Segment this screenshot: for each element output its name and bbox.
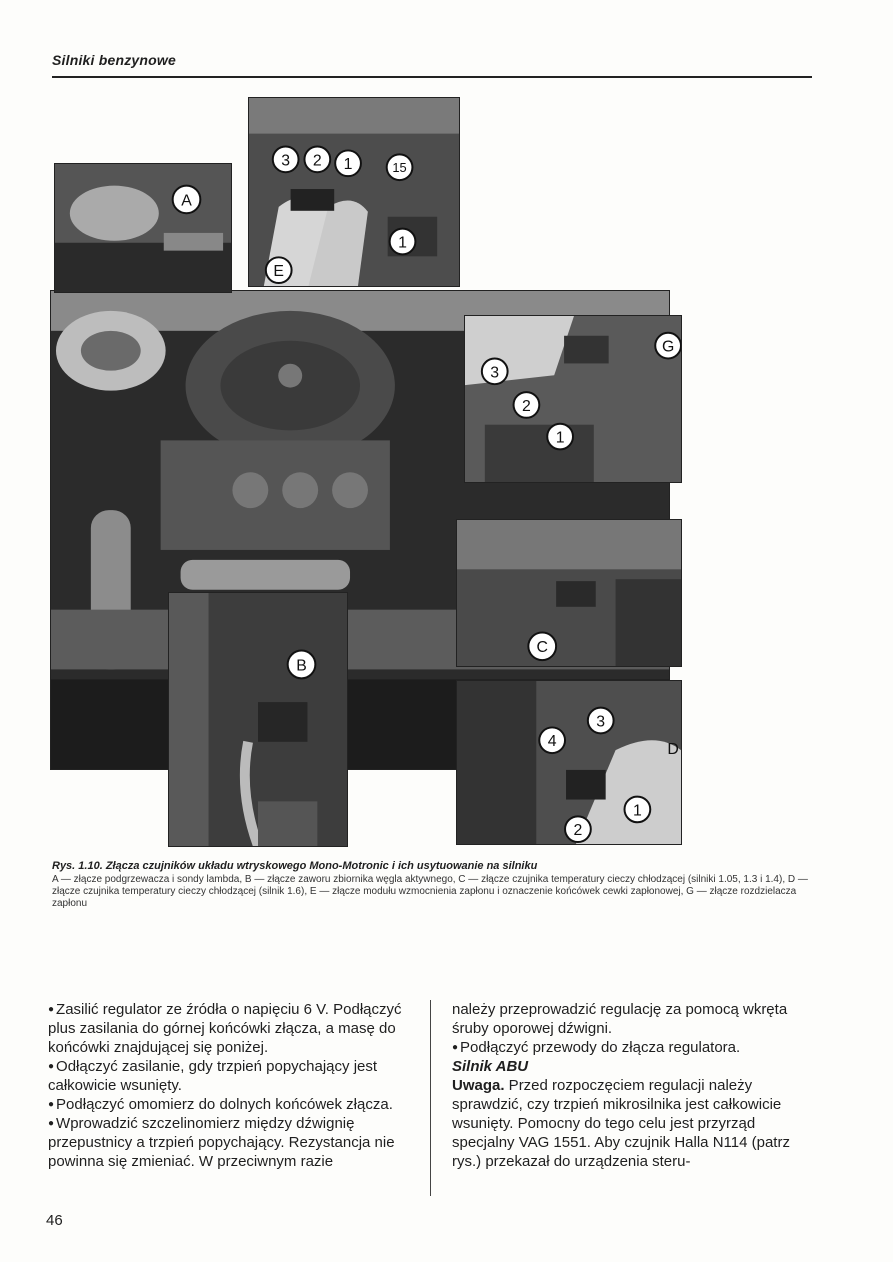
header-rule — [52, 76, 812, 78]
note-label: Uwaga. — [452, 1077, 505, 1094]
note-text: Przed rozpoczęciem regulacji należy sprawdzić, czy trzpień mikrosilnika jest całkowicie wsunięty. Pomocny do tego celu jest przyrząd specjalny VAG 1551. Aby czujnik Halla N114 (patrz rys.) przekazał do urządzenia steru- — [452, 1077, 790, 1170]
paragraph: ● Odłączyć zasilanie, gdy trzpień popychający jest całkowicie wsunięty. — [48, 1057, 428, 1095]
inset-photo-e — [248, 97, 460, 287]
right-column — [452, 1000, 812, 1171]
callout-c: C — [536, 639, 548, 657]
callout-d-4: 4 — [547, 733, 557, 751]
callout-g-2: 2 — [522, 397, 531, 415]
header-title: Silniki benzynowe — [52, 52, 176, 68]
callout-e-1b: 1 — [398, 234, 407, 252]
paragraph: ● Zasilić regulator ze źródła o napięciu 6 V. Podłączyć plus zasilania do górnej końcówki złącza, a masę do końcówki znajdującej się poniżej. — [48, 1000, 428, 1057]
callout-g-g: G — [661, 338, 675, 356]
engine-figure — [48, 95, 688, 855]
section-heading: Silnik ABU — [452, 1058, 529, 1075]
inset-photo-c — [456, 519, 682, 667]
callout-d-d: D — [667, 741, 679, 759]
inset-photo-b — [168, 592, 348, 847]
paragraph: ● Podłączyć przewody do złącza regulatora. — [452, 1038, 812, 1057]
caption-title: Rys. 1.10. Złącza czujników układu wtryskowego Mono-Motronic i ich usytuowanie na silniku — [52, 860, 538, 872]
inset-photo-a — [54, 163, 232, 293]
column-divider — [430, 1000, 431, 1196]
callout-a: A — [181, 192, 192, 210]
paragraph: ● Podłączyć omomierz do dolnych końcówek złącza. — [48, 1095, 428, 1114]
inset-photo-d — [456, 680, 682, 845]
callout-e-2: 2 — [312, 152, 322, 170]
callout-e-15: 15 — [392, 160, 407, 176]
inset-photo-g — [464, 315, 682, 483]
page-number: 46 — [46, 1212, 63, 1229]
callout-e-3: 3 — [281, 152, 291, 170]
left-column — [48, 1000, 428, 1171]
callout-d-3: 3 — [596, 713, 606, 731]
paragraph-continuation: należy przeprowadzić regulację za pomocą wkręta śruby oporowej dźwigni. — [452, 1001, 788, 1037]
running-header — [52, 52, 812, 68]
callout-e-1: 1 — [343, 156, 353, 174]
caption-body: A — złącze podgrzewacza i sondy lambda, B — złącze zaworu zbiornika węgla aktywnego, C — złącze czujnika temperatury cieczy chłodzącej (silniki 1.05, 1.3 i 1.4), D — złącze czujnika temperatury cieczy chłodzącej (silnik 1.6), E — złącze modułu wzmocnienia zapłonu i oznaczenie końcówek cewki zapłonowej, G — złącze rozdzielacza zapłonu — [52, 874, 808, 909]
callout-g-3: 3 — [490, 364, 500, 382]
figure-caption — [52, 860, 812, 910]
paragraph: ● Wprowadzić szczelinomierz między dźwignię przepustnicy a trzpień popychający. Rezystancja nie powinna się zmieniać. W przeciwnym razie — [48, 1114, 428, 1171]
callout-g-1: 1 — [555, 429, 565, 447]
callout-d-1: 1 — [632, 802, 642, 820]
callout-e-e: E — [273, 263, 285, 281]
note-paragraph — [452, 1076, 812, 1171]
callout-d-2: 2 — [573, 822, 583, 840]
callout-b: B — [296, 657, 307, 675]
